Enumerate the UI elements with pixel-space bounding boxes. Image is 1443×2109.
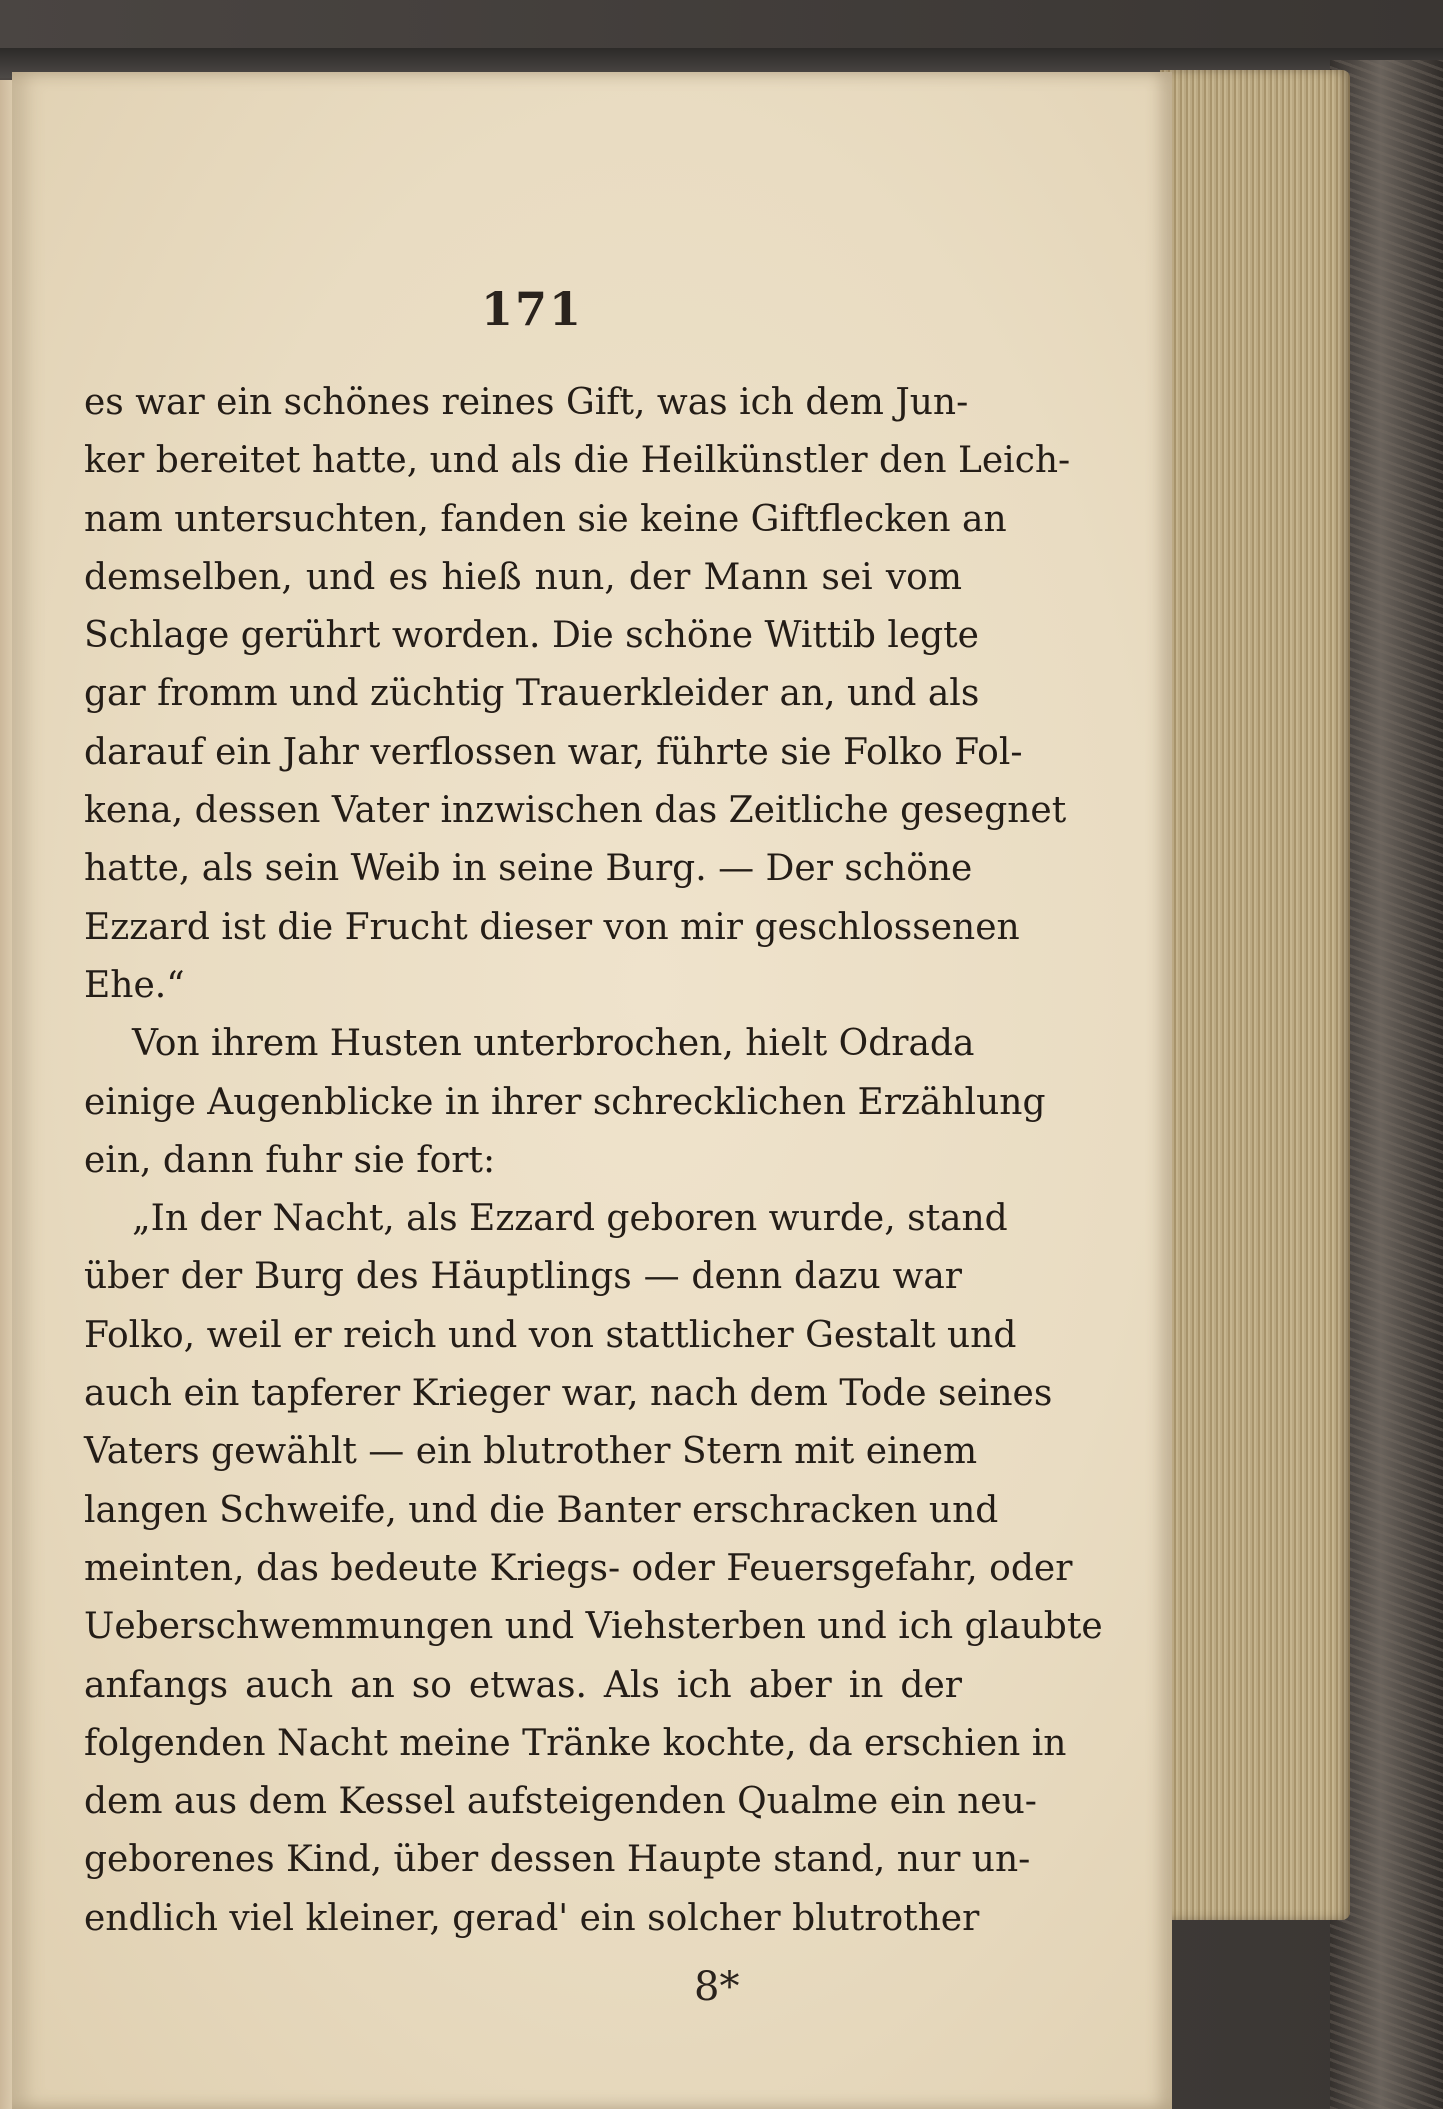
text-line: gar fromm und züchtig Trauerkleider an, und als [84,673,980,715]
text-line: Ueberschwemmungen und Viehsterben und ich glaubte [84,1606,1103,1648]
text-line: „In der Nacht, als Ezzard geboren wurde, stand [132,1198,1008,1240]
text-line: Ehe.“ [84,964,185,1006]
text-line: langen Schweife, und die Banter erschracken und [84,1489,999,1531]
book-page [12,72,1172,2109]
text-line: hatte, als sein Weib in seine Burg. — Der schöne [84,848,973,890]
text-line: es war ein schönes reines Gift, was ich dem Jun- [84,382,969,423]
signature-mark: 8* [694,1964,740,2010]
text-line: nam untersuchten, fanden sie keine Giftflecken an [84,498,1007,540]
text-line: meinten, das bedeute Kriegs- oder Feuersgefahr, oder [84,1547,1073,1589]
text-line: anfangs auch an so etwas. Als ich aber in der [84,1664,962,1706]
text-line: ker bereitet hatte, und als die Heilkünstler den Leich- [84,440,1071,482]
text-line: Von ihrem Husten unterbrochen, hielt Odrada [132,1023,975,1065]
text-line: Folko, weil er reich und von stattlicher Gestalt und [84,1314,1017,1356]
text-line: folgenden Nacht meine Tränke kochte, da erschien in [84,1722,1067,1764]
text-line: auch ein tapferer Krieger war, nach dem Tode seines [84,1373,1053,1415]
text-line: darauf ein Jahr verflossen war, führte sie Folko Fol- [84,731,1023,773]
text-line: endlich viel kleiner, gerad' ein solcher blutrother [84,1897,980,1939]
text-line: demselben, und es hieß nun, der Mann sei vom [84,556,962,598]
text-line: einige Augenblicke in ihrer schrecklichen Erzählung [84,1081,1046,1123]
page-edges [1160,70,1350,1920]
text-line: über der Burg des Häuptlings — denn dazu war [84,1256,962,1298]
text-line: kena, dessen Vater inzwischen das Zeitliche gesegnet [84,790,1067,832]
page-text [84,374,1103,1948]
text-line: dem aus dem Kessel aufsteigenden Qualme ein neu- [84,1781,1037,1823]
text-line: Ezzard ist die Frucht dieser von mir geschlossenen [84,906,1020,948]
text-line: Vaters gewählt — ein blutrother Stern mit einem [84,1431,978,1473]
text-line: Schlage gerührt worden. Die schöne Wittib legte [84,615,979,657]
page-number: 171 [480,282,584,336]
text-line: geborenes Kind, über dessen Haupte stand, nur un- [84,1839,1031,1881]
text-line: ein, dann fuhr sie fort: [84,1139,496,1181]
